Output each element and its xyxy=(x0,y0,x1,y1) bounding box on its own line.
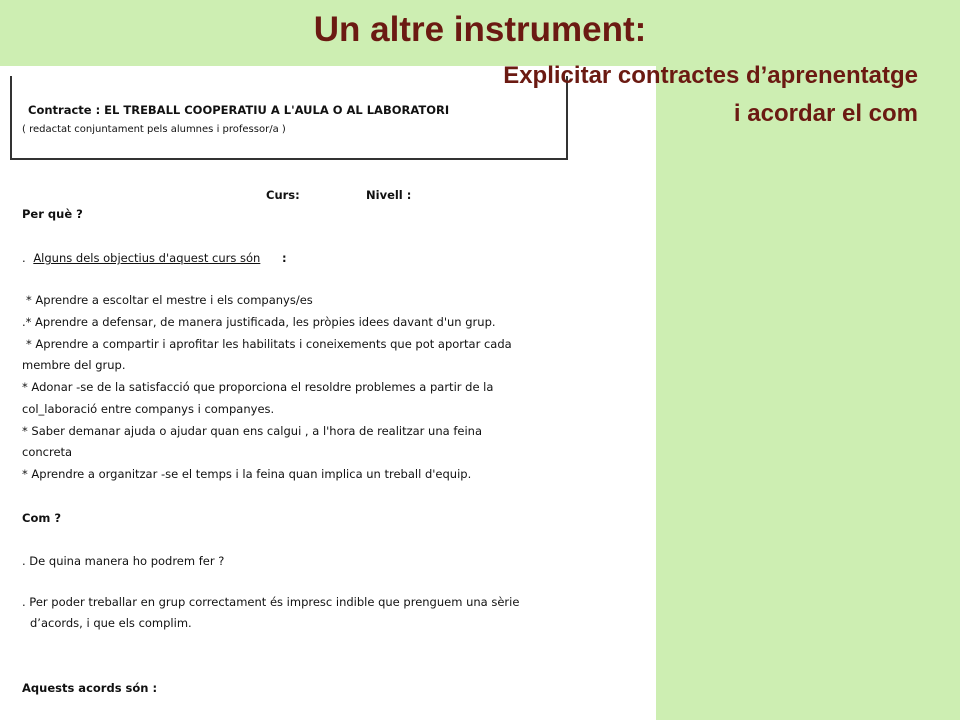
slide-subtitle-line2: i acordar el com xyxy=(733,100,918,127)
objectives-line xyxy=(22,250,287,266)
scanned-document xyxy=(0,66,656,720)
contract-note: ( redactat conjuntament pels alumnes i professor/a ) xyxy=(22,124,286,135)
objective-item: * Aprendre a escoltar el mestre i els companys/es xyxy=(26,293,313,307)
objective-item: * Aprendre a organitzar -se el temps i la feina quan implica un treball d'equip. xyxy=(22,467,472,481)
how-paragraph: . Per poder treballar en grup correctament és impresc indible que prenguem una sèrie xyxy=(22,595,520,609)
objective-item: .* Aprendre a defensar, de manera justificada, les pròpies idees davant d'un grup. xyxy=(22,315,496,329)
objectives-prefix: . xyxy=(22,251,26,265)
nivell-label: Nivell : xyxy=(366,188,412,202)
objective-item: * Adonar -se de la satisfacció que proporciona el resoldre problemes a partir de la xyxy=(22,380,494,394)
section-how: Com ? xyxy=(22,511,61,525)
slide-subtitle-line1: Explicitar contractes d’aprenentatge xyxy=(503,62,918,89)
how-question: . De quina manera ho podrem fer ? xyxy=(22,554,225,568)
slide-title: Un altre instrument: xyxy=(313,10,647,49)
objectives-heading: Alguns dels objectius d'aquest curs són xyxy=(33,251,261,265)
section-why: Per què ? xyxy=(22,207,83,221)
agreements-heading: Aquests acords són : xyxy=(22,681,158,695)
objective-item-cont: col_laboració entre companys i companyes. xyxy=(22,402,275,416)
contract-heading: Contracte : EL TREBALL COOPERATIU A L'AULA O AL LABORATORI xyxy=(28,103,450,117)
objective-item: * Aprendre a compartir i aprofitar les habilitats i coneixements que pot aportar cada xyxy=(26,337,512,351)
objective-item: * Saber demanar ajuda o ajudar quan ens calgui , a l'hora de realitzar una feina xyxy=(22,424,482,438)
objectives-colon: : xyxy=(281,251,287,265)
curs-label: Curs: xyxy=(266,188,300,202)
objective-item-cont: membre del grup. xyxy=(22,358,126,372)
how-paragraph-cont: d’acords, i que els complim. xyxy=(30,616,192,630)
contract-box xyxy=(10,76,568,160)
objective-item-cont: concreta xyxy=(22,445,73,459)
